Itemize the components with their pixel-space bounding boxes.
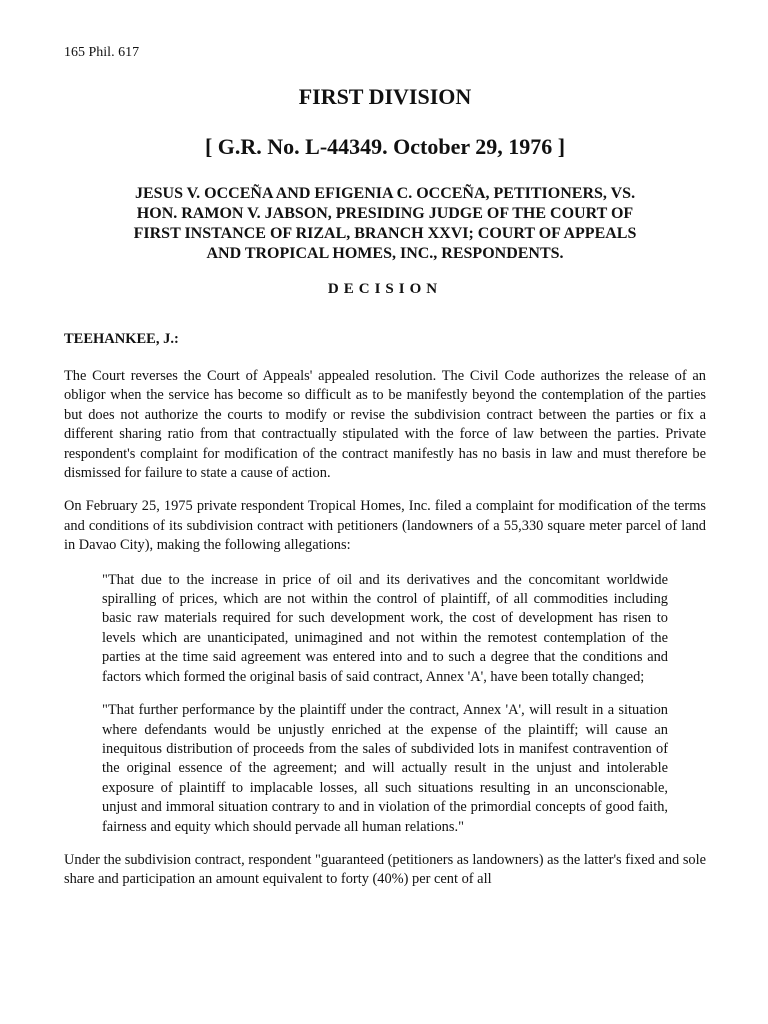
division-heading: FIRST DIVISION	[298, 84, 472, 109]
parties-line: AND TROPICAL HOMES, INC., RESPONDENTS.	[206, 245, 564, 262]
body-paragraph: On February 25, 1975 private respondent Tropical Homes, Inc. filed a complaint for modification of the terms and conditions of its subdivision contract with petitioners (landowners of a 55,330 square meter parcel of land in Davao City), making the following allegations:	[64, 498, 706, 554]
parties-line: JESUS V. OCCEÑA AND EFIGENIA C. OCCEÑA, PETITIONERS, VS.	[134, 185, 636, 202]
decision-heading: DECISION	[327, 281, 443, 297]
block-quote: "That due to the increase in price of oil and its derivatives and the concomitant worldwide spiralling of prices, which are not within the control of plaintiff, of all commodities including basic raw materials required for such development work, the cost of development has risen to levels which are unanticipated, unimagined and not within the remotest contemplation of the parties at the time said agreement was entered into and to such a degree that the conditions and factors which formed the original basis of said contract, Annex 'A', have been totally changed;	[102, 571, 668, 685]
parties-line: FIRST INSTANCE OF RIZAL, BRANCH XXVI; COURT OF APPEALS	[133, 225, 637, 242]
case-number: [ G.R. No. L-44349. October 29, 1976 ]	[204, 134, 566, 159]
parties-line: HON. RAMON V. JABSON, PRESIDING JUDGE OF THE COURT OF	[136, 205, 634, 222]
document-page	[64, 44, 706, 890]
citation: 165 Phil. 617	[64, 45, 140, 60]
body-paragraph: The Court reverses the Court of Appeals' appealed resolution. The Civil Code authorizes the release of an obligor when the service has become so difficult as to be manifestly beyond the contemplation of the parties but does not authorize the courts to modify or revise the subdivision contract between the parties or fix a different sharing ratio from that contractually stipulated with the force of law between the parties. Private respondent's complaint for modification of the contract manifestly has no basis in law and must therefore be dismissed for failure to state a cause of action.	[64, 368, 706, 482]
body-paragraph: Under the subdivision contract, respondent "guaranteed (petitioners as landowners) as the latter's fixed and sole share and participation an amount equivalent to forty (40%) per cent of all	[64, 851, 706, 888]
block-quote: "That further performance by the plaintiff under the contract, Annex 'A', will result in a situation where defendants would be unjustly enriched at the expense of the plaintiff; will cause an inequitous distribution of proceeds from the sales of subdivided lots in manifest contravention of the original essence of the agreement; and will actually result in the unjust and intolerable exposure of plaintiff to implacable losses, all such situations resulting in an unconscionable, unjust and immoral situation contrary to and in violation of the primordial concepts of good faith, fairness and equity which should pervade all human relations."	[102, 702, 668, 835]
ponente: TEEHANKEE, J.:	[64, 331, 179, 347]
case-parties	[64, 184, 706, 264]
